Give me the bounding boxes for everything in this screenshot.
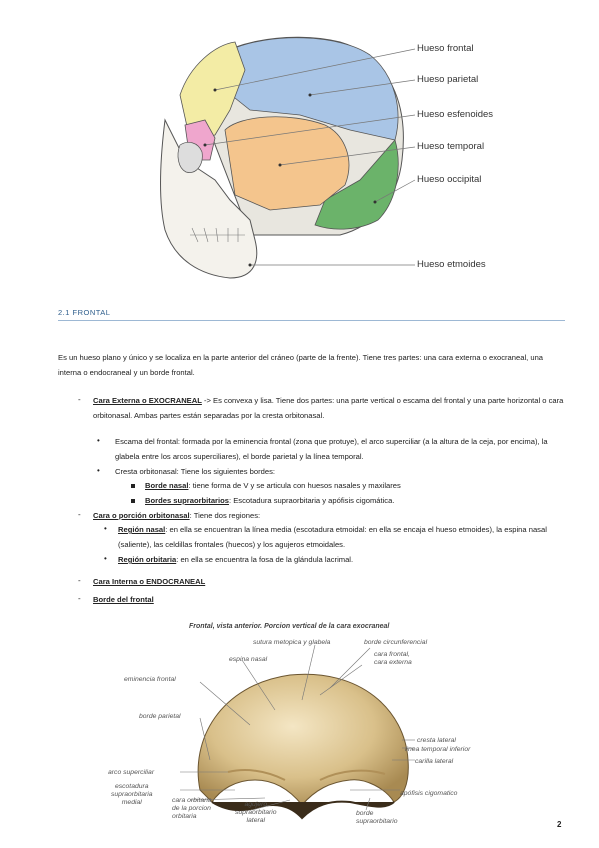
item-region-nasal: [118, 522, 568, 552]
region-nasal-text: : en ella se encuentran la línea media (escotadura etmoidal: en ella se encaja el hueso etmoides), la espina nasal (saliente), las celdillas frontales (huecos) y los agujeros etmoidales.: [118, 525, 547, 549]
label-borde-circunferencial: borde circunferencial: [364, 639, 428, 646]
item-bordes-supraorbitarios: [145, 493, 565, 508]
label-espina-nasal: espina nasal: [229, 656, 268, 663]
label-cresta-lateral: cresta lateral: [417, 737, 456, 744]
bullet-marker: •: [97, 466, 100, 475]
label-carilla-lateral: carilla lateral: [415, 758, 454, 765]
label-agujero-supraorbitario: agujero supraorbitario lateral: [235, 801, 277, 824]
item-cara-externa-title: Cara Externa o EXOCRANEAL: [93, 396, 202, 405]
label-hueso-temporal: Hueso temporal: [417, 141, 485, 152]
label-borde-supraorbitario: borde supraorbitario: [356, 810, 398, 825]
item-borde-nasal: [145, 478, 565, 493]
square-marker: [131, 499, 135, 503]
item-region-orbitaria: [118, 552, 568, 567]
section-divider: [58, 320, 565, 321]
label-borde-parietal: borde parietal: [139, 713, 181, 720]
label-hueso-frontal: Hueso frontal: [417, 43, 474, 54]
item-borde-frontal: Borde del frontal: [93, 595, 154, 604]
bullet-marker: •: [104, 554, 107, 563]
label-linea-temporal-inferior: linea temporal inferior: [405, 746, 471, 753]
square-marker: [131, 484, 135, 488]
region-orbitaria-label: Región orbitaria: [118, 555, 177, 564]
label-arco-superciliar: arco superciliar: [108, 769, 155, 776]
section-title: 2.1 FRONTAL: [58, 308, 111, 317]
label-hueso-occipital: Hueso occipital: [417, 174, 482, 185]
item-cara-externa-text: -> Es convexa y lisa. Tiene dos partes: una parte vertical o escama del frontal y una parte horizontal o cara orbitonasal. Ambas partes están separadas por la cresta orbitonasal.: [93, 396, 564, 420]
label-apofisis-cigomatico: apófisis cigomatico: [400, 790, 458, 797]
label-hueso-esfenoides: Hueso esfenoides: [417, 109, 494, 120]
item-cresta: Cresta orbitonasal: Tiene los siguientes bordes:: [115, 467, 275, 476]
borde-nasal-text: : tiene forma de V y se articula con huesos nasales y maxilares: [188, 481, 401, 490]
item-escama: Escama del frontal: formada por la eminencia frontal (zona que protuye), el arco superciliar (a la altura de la ceja, por encima), la glabela entre los arcos superciliares), el borde parietal y la línea temporal.: [115, 437, 548, 461]
region-orbitaria-text: : en ella se encuentra la fosa de la glándula lacrimal.: [176, 555, 354, 564]
label-hueso-etmoides: Hueso etmoides: [417, 259, 486, 270]
region-nasal-label: Región nasal: [118, 525, 166, 534]
label-cara-frontal: cara frontal, cara externa: [374, 651, 412, 666]
label-sutura-metopica: sutura metopica y glabela: [253, 639, 331, 646]
item-cara-interna: Cara Interna o ENDOCRANEAL: [93, 577, 206, 586]
item-cara-externa: [93, 393, 568, 423]
frontal-figure-title: Frontal, vista anterior. Porcion vertical de la cara exocraneal: [189, 623, 390, 630]
bordes-supra-label: Bordes supraorbitarios: [145, 496, 229, 505]
label-cara-orbitaria: cara orbitaria de la porcion orbitaria: [172, 797, 212, 820]
bullet-marker: •: [97, 436, 100, 445]
borde-nasal-label: Borde nasal: [145, 481, 189, 490]
label-eminencia-frontal: eminencia frontal: [124, 676, 176, 683]
intro-paragraph: Es un hueso plano y único y se localiza en la parte anterior del cráneo (parte de la frente). Tiene tres partes: una cara externa o exocraneal, una interna o endocraneal y un borde frontal.: [58, 353, 544, 377]
dash-marker: -: [78, 594, 81, 603]
cara-orbitonasal-text: : Tiene dos regiones:: [189, 511, 261, 520]
dash-marker: -: [78, 576, 81, 585]
frontal-bone-illustration: [180, 640, 420, 825]
label-hueso-parietal: Hueso parietal: [417, 74, 479, 85]
cara-orbitonasal-title: Cara o porción orbitonasal: [93, 511, 190, 520]
item-cara-orbitonasal: [93, 508, 568, 523]
page-number: 2: [557, 820, 562, 829]
bullet-marker: •: [104, 524, 107, 533]
dash-marker: -: [78, 510, 81, 519]
dash-marker: -: [78, 395, 81, 404]
skull-lateral-illustration: [120, 20, 420, 300]
bordes-supra-text: : Escotadura supraorbitaria y apófisis cigomática.: [228, 496, 395, 505]
label-escotadura-supraorbitaria: escotadura supraorbitaria medial: [111, 783, 153, 806]
